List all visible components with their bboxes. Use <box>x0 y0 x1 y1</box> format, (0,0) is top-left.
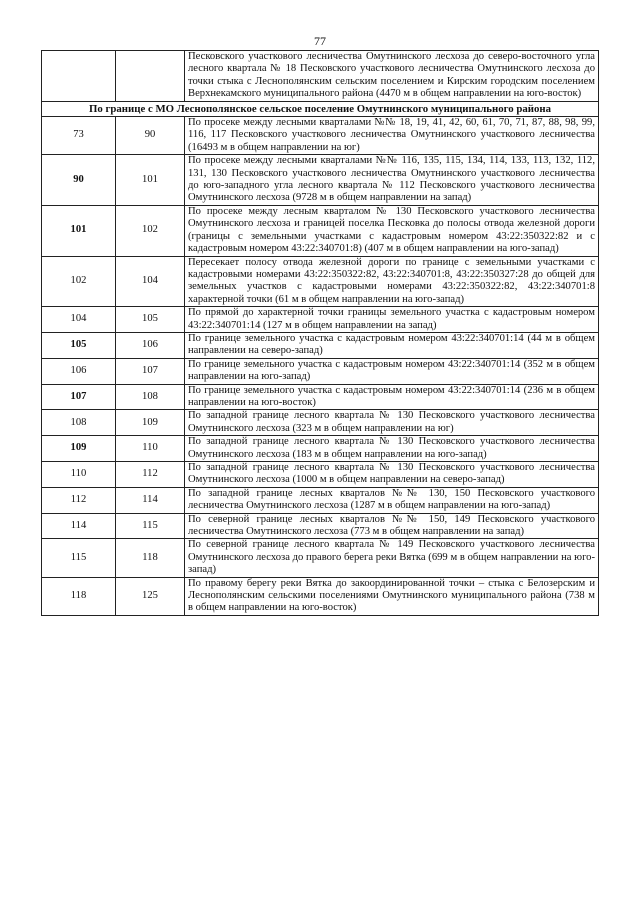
point-to: 108 <box>116 384 185 410</box>
point-from: 107 <box>42 384 116 410</box>
point-from: 110 <box>42 462 116 488</box>
table-row <box>42 577 599 615</box>
boundary-description: По правому берегу реки Вятка до закоординированной точки – стыка с Белозерским и Леснополянским сельскими поселениями Омутнинского муниципального района (738 м в общем направлении на юго-восток) <box>185 577 599 615</box>
point-from <box>42 51 116 102</box>
point-from: 90 <box>42 155 116 206</box>
point-to: 110 <box>116 436 185 462</box>
boundary-description: По просеке между лесными кварталами №№ 18, 19, 41, 42, 60, 61, 70, 71, 87, 88, 98, 99, 116, 117 Песковского участкового лесничества Омутнинского участкового лесничества (16493 м в общем направлении на юг) <box>185 117 599 155</box>
boundary-description: По границе земельного участка с кадастровым номером 43:22:340701:14 (44 м в общем направлении на северо-запад) <box>185 332 599 358</box>
point-to: 115 <box>116 513 185 539</box>
point-from: 73 <box>42 117 116 155</box>
boundary-description: По просеке между лесными кварталами №№ 116, 135, 115, 134, 114, 133, 113, 132, 112, 131, 130 Песковского участкового лесничества Омутнинского участкового лесничества до юго-западного угла лесного квартала № 112 Песковского участкового лесничества Омутнинского лесхоза (9728 м в общем направлении на запад) <box>185 155 599 206</box>
boundary-description: По границе земельного участка с кадастровым номером 43:22:340701:14 (352 м в общем направлении на юго-запад) <box>185 358 599 384</box>
section-header: По границе с МО Леснополянское сельское поселение Омутнинского муниципального района <box>42 101 599 116</box>
point-from: 114 <box>42 513 116 539</box>
point-to: 104 <box>116 256 185 307</box>
boundary-description: По просеке между лесным кварталом № 130 Песковского участкового лесничества Омутнинского лесхоза и границей поселка Песковка до полосы отвода железной дороги (границы с земельными участками с кадастровым номером 43:22:350322:82 и с кадастровым номером 43:22:340701:8) (407 м в общем направлении на юго-запад) <box>185 205 599 256</box>
point-to: 101 <box>116 155 185 206</box>
table-row <box>42 513 599 539</box>
table-row <box>42 358 599 384</box>
continuation-row <box>42 51 599 102</box>
boundary-description: По прямой до характерной точки границы земельного участка с кадастровым номером 43:22:340701:14 (127 м в общем направлении на запад) <box>185 307 599 333</box>
table-row <box>42 436 599 462</box>
boundary-description: Песковского участкового лесничества Омутнинского лесхоза до северо-восточного угла лесного квартала № 18 Песковского участкового лесничества Омутнинского лесхоза до точки стыка с Леснополянским сельским поселением и Кирским городским поселением Верхнекамского муниципального района (4470 м в общем направлении на юго-восток) <box>185 51 599 102</box>
point-to: 109 <box>116 410 185 436</box>
table-row <box>42 462 599 488</box>
table-row <box>42 307 599 333</box>
point-from: 108 <box>42 410 116 436</box>
table-row <box>42 410 599 436</box>
table-row <box>42 487 599 513</box>
point-from: 118 <box>42 577 116 615</box>
point-from: 112 <box>42 487 116 513</box>
section-header-row <box>42 101 599 116</box>
point-from: 102 <box>42 256 116 307</box>
table-row <box>42 332 599 358</box>
table-row <box>42 384 599 410</box>
table-row <box>42 205 599 256</box>
boundary-description: По границе земельного участка с кадастровым номером 43:22:340701:14 (236 м в общем направлении на юго-восток) <box>185 384 599 410</box>
point-from: 104 <box>42 307 116 333</box>
point-to: 106 <box>116 332 185 358</box>
table-row <box>42 256 599 307</box>
point-from: 115 <box>42 539 116 577</box>
point-from: 109 <box>42 436 116 462</box>
point-to: 114 <box>116 487 185 513</box>
boundary-description: По северной границе лесных кварталов №№ 150, 149 Песковского участкового лесничества Омутнинского лесхоза (773 м в общем направлении на запад) <box>185 513 599 539</box>
point-to: 125 <box>116 577 185 615</box>
point-from: 105 <box>42 332 116 358</box>
boundary-description: По западной границе лесного квартала № 130 Песковского участкового лесничества Омутнинского лесхоза (183 м в общем направлении на юго-запад) <box>185 436 599 462</box>
table-row <box>42 539 599 577</box>
boundary-description: По северной границе лесного квартала № 149 Песковского участкового лесничества Омутнинского лесхоза до правого берега реки Вятка (699 м в общем направлении на юго-запад) <box>185 539 599 577</box>
page-number: 77 <box>314 34 326 48</box>
table-row <box>42 117 599 155</box>
boundary-description: По западной границе лесного квартала № 130 Песковского участкового лесничества Омутнинского лесхоза (1000 м в общем направлении на северо-запад) <box>185 462 599 488</box>
point-to: 90 <box>116 117 185 155</box>
boundary-description: Пересекает полосу отвода железной дороги по границе с земельными участками с кадастровыми номерами 43:22:350322:82, 43:22:340701:8, 43:22:350327:28 до общей для земельных участков с кадастровыми номерами 43:22:350322:82, 43:22:340701:8 характерной точки (61 м в общем направлении на юго-запад) <box>185 256 599 307</box>
point-to: 105 <box>116 307 185 333</box>
point-to: 112 <box>116 462 185 488</box>
table-body <box>42 51 599 616</box>
point-to <box>116 51 185 102</box>
boundary-description: По западной границе лесных кварталов №№ 130, 150 Песковского участкового лесничества Омутнинского лесхоза (1287 м в общем направлении на юго-запад) <box>185 487 599 513</box>
point-from: 106 <box>42 358 116 384</box>
point-to: 107 <box>116 358 185 384</box>
point-to: 102 <box>116 205 185 256</box>
boundary-description: По западной границе лесного квартала № 130 Песковского участкового лесничества Омутнинского лесхоза (323 м в общем направлении на юг) <box>185 410 599 436</box>
point-to: 118 <box>116 539 185 577</box>
point-from: 101 <box>42 205 116 256</box>
table-row <box>42 155 599 206</box>
boundary-table <box>41 50 599 616</box>
